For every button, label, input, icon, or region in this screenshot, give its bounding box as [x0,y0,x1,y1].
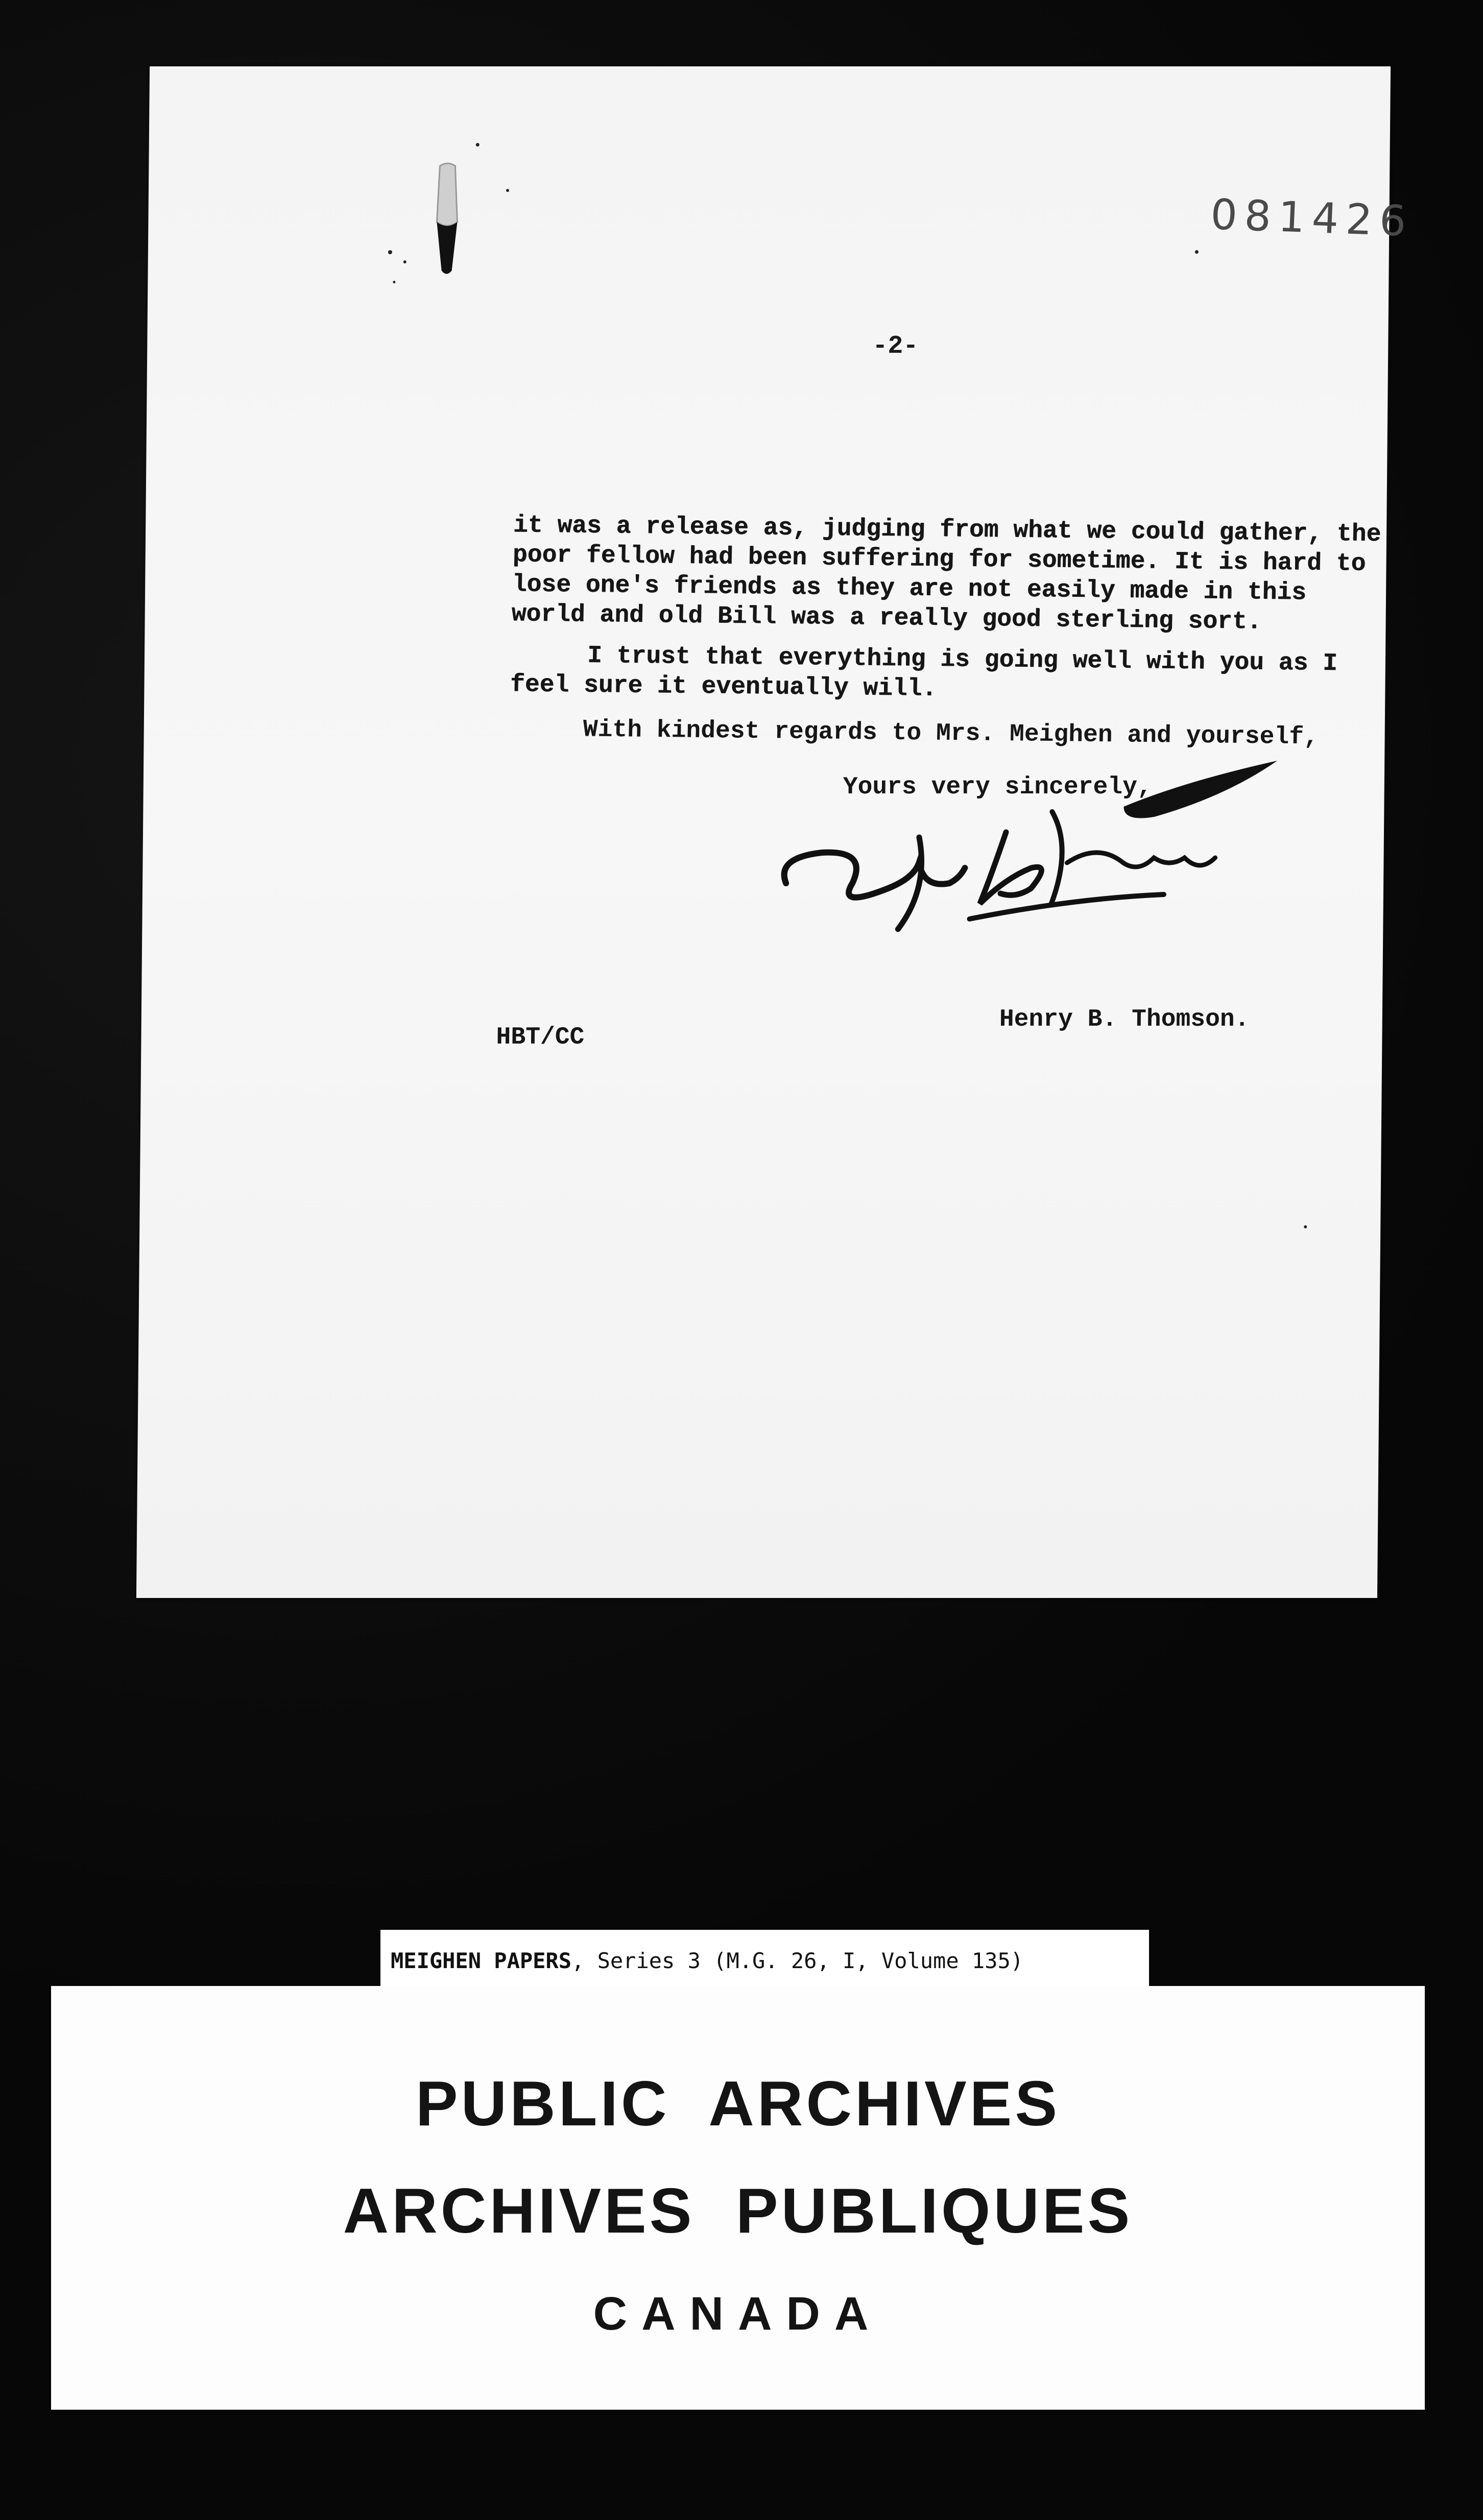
letter-body [510,511,1392,720]
handwritten-signature [765,761,1303,955]
archives-title-english: PUBLIC ARCHIVES [415,2069,1061,2139]
document-number: 081426 [1209,190,1415,246]
sign-off: Yours very sincerely, [843,773,1152,801]
speck [476,143,480,147]
series-label [380,1930,1149,1986]
signer-name: Henry B. Thomson. [999,1006,1250,1033]
paragraph: it was a release as, judging from what we could gather, the poor fellow had been suffering for sometime. It is hard to lose one's friends as they are not easily made in this world and old Bill was a really good sterling sort. [511,511,1381,636]
paragraph: I trust that everything is going well with you as I feel sure it eventually will. [510,642,1338,703]
closing-line: With kindest regards to Mrs. Meighen and yourself, [583,716,1319,752]
staple-hole-mark [428,161,465,278]
speck [1304,1225,1307,1228]
archives-country: CANADA [593,2288,883,2340]
archives-title-french: ARCHIVES PUBLIQUES [343,2176,1133,2246]
page-number: -2- [872,332,919,361]
archives-card [51,1986,1425,2410]
collection-name: MEIGHEN PAPERS [391,1948,572,1973]
speck [388,250,392,254]
typist-initials: HBT/CC [496,1024,585,1051]
speck [403,260,406,263]
speck [506,189,509,192]
letter-page [136,66,1415,1598]
speck [1195,250,1199,254]
series-details: , Series 3 (M.G. 26, I, Volume 135) [571,1948,1024,1973]
speck [393,281,395,283]
